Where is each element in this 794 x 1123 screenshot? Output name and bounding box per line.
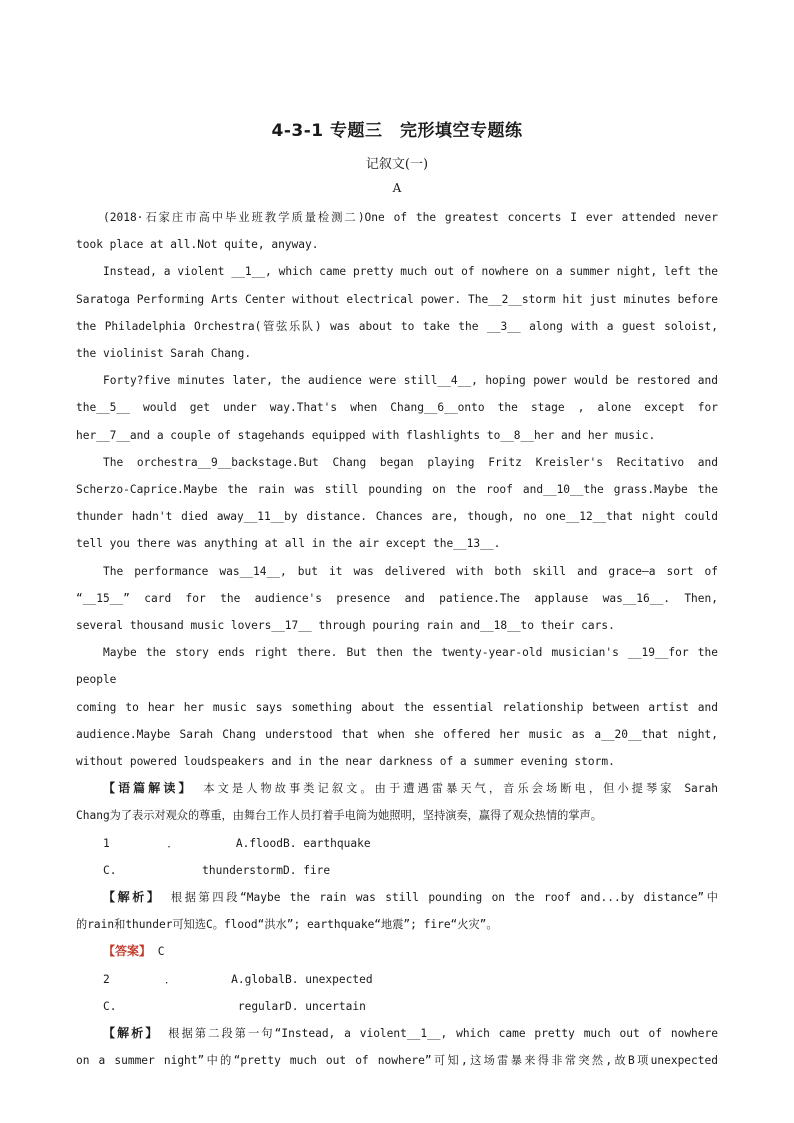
q2-analysis-line: on a summer night”中的“pretty much out of nowhere”可知,这场雷暴来得非常突然,故B项unexpected: [76, 1054, 718, 1068]
page-title: 4-3-1 专题三 完形填空专题练: [271, 121, 523, 141]
q2-option-d: D. uncertain: [285, 999, 366, 1013]
passage-line: Forty?five minutes later, the audience were still__4__, hoping power would be restored and: [103, 374, 718, 388]
q1-analysis-line: 的rain和thunder可知选C。flood“洪水”; earthquake“地震”; fire“火灾”。: [76, 918, 498, 932]
passage-line: took place at all.Not quite, anyway.: [76, 238, 319, 252]
passage-line: the violinist Sarah Chang.: [76, 347, 252, 361]
page-subtitle: 记叙文(一): [365, 157, 429, 172]
reading-note-line: Chang为了表示对观众的尊重，由舞台工作人员打着手电筒为她照明，坚持演奏，赢得了观众热情的掌声。: [76, 809, 602, 823]
passage-line: Instead, a violent __1__, which came pretty much out of nowhere on a summer night, left the: [103, 265, 718, 279]
passage-line: thunder hadn't died away__11__by distance. Chances are, though, no one__12__that night could: [76, 510, 718, 524]
q1-options-row1: [76, 830, 718, 857]
q2-options-row2: [76, 993, 718, 1020]
q1-answer-label: 【答案】: [103, 944, 152, 959]
passage-line: tell you there was anything at all in the air except the__13__.: [76, 537, 501, 551]
passage-line: Maybe the story ends right there. But then the twenty-year-old musician's __19__for the people: [76, 646, 718, 687]
passage-line: several thousand music lovers__17__ through pouring rain and__18__to their cars.: [76, 619, 615, 633]
passage-line: “__15__” card for the audience's presence and patience.The applause was__16__. Then,: [76, 591, 718, 605]
passage-line: (2018·石家庄市高中毕业班教学质量检测二)One of the greatest concerts I ever attended never: [103, 211, 718, 224]
q1-option-a: 1．A.flood: [103, 836, 283, 850]
passage-line: coming to hear her music says something about the essential relationship between artist and: [76, 700, 718, 714]
q1-analysis-text: 根据第四段“Maybe the rain was still pounding on the roof and...by distance”中: [161, 891, 718, 905]
q1-option-c: C. thunderstorm: [103, 863, 283, 877]
passage-line: without powered loudspeakers and in the near darkness of a summer evening storm.: [76, 755, 615, 769]
q1-option-d: D. fire: [283, 863, 331, 877]
passage-line: audience.Maybe Sarah Chang understood that when she offered her music as a__20__that night,: [76, 727, 718, 741]
reading-label: 【语篇解读】: [103, 781, 194, 796]
q1-option-b: B. earthquake: [283, 836, 371, 850]
q1-answer-text: C: [151, 945, 165, 959]
passage-line: The orchestra__9__backstage.But Chang began playing Fritz Kreisler's Recitativo and: [103, 455, 718, 469]
reading-note: [76, 775, 718, 802]
q2-option-b: B. unexpected: [285, 972, 373, 986]
q1-analysis: [76, 884, 718, 911]
document-body: [76, 204, 718, 1075]
q1-options-row2: [76, 857, 718, 884]
passage-line: her__7__and a couple of stagehands equipped with flashlights to__8__her and her music.: [76, 428, 656, 442]
q1-analysis-label: 【解析】: [103, 890, 162, 905]
q2-option-a: 2．A.global: [103, 972, 285, 986]
q2-analysis-text: 根据第二段第一句“Instead, a violent__1__, which came pretty much out of nowhere: [159, 1027, 718, 1041]
q1-answer: [76, 938, 718, 965]
q2-option-c: C. regular: [103, 999, 285, 1013]
q2-analysis-label: 【解析】: [103, 1026, 160, 1041]
q2-analysis: [76, 1020, 718, 1047]
passage-line: the__5__ would get under way.That's when Chang__6__onto the stage , alone except for: [76, 401, 718, 415]
q2-options-row1: [76, 966, 718, 993]
passage-line: The performance was__14__, but it was delivered with both skill and grace—a sort of: [103, 564, 718, 578]
passage-line: the Philadelphia Orchestra(管弦乐队) was about to take the __3__ along with a guest soloist,: [76, 319, 718, 333]
passage-line: Saratoga Performing Arts Center without electrical power. The__2__storm hit just minutes before: [76, 292, 718, 306]
reading-text: 本文是人物故事类记叙文。由于遭遇雷暴天气，音乐会场断电，但小提琴家 Sarah: [193, 782, 718, 796]
passage-line: Scherzo-Caprice.Maybe the rain was still pounding on the roof and__10__the grass.Maybe the: [76, 483, 718, 497]
section-label: A: [392, 181, 402, 195]
